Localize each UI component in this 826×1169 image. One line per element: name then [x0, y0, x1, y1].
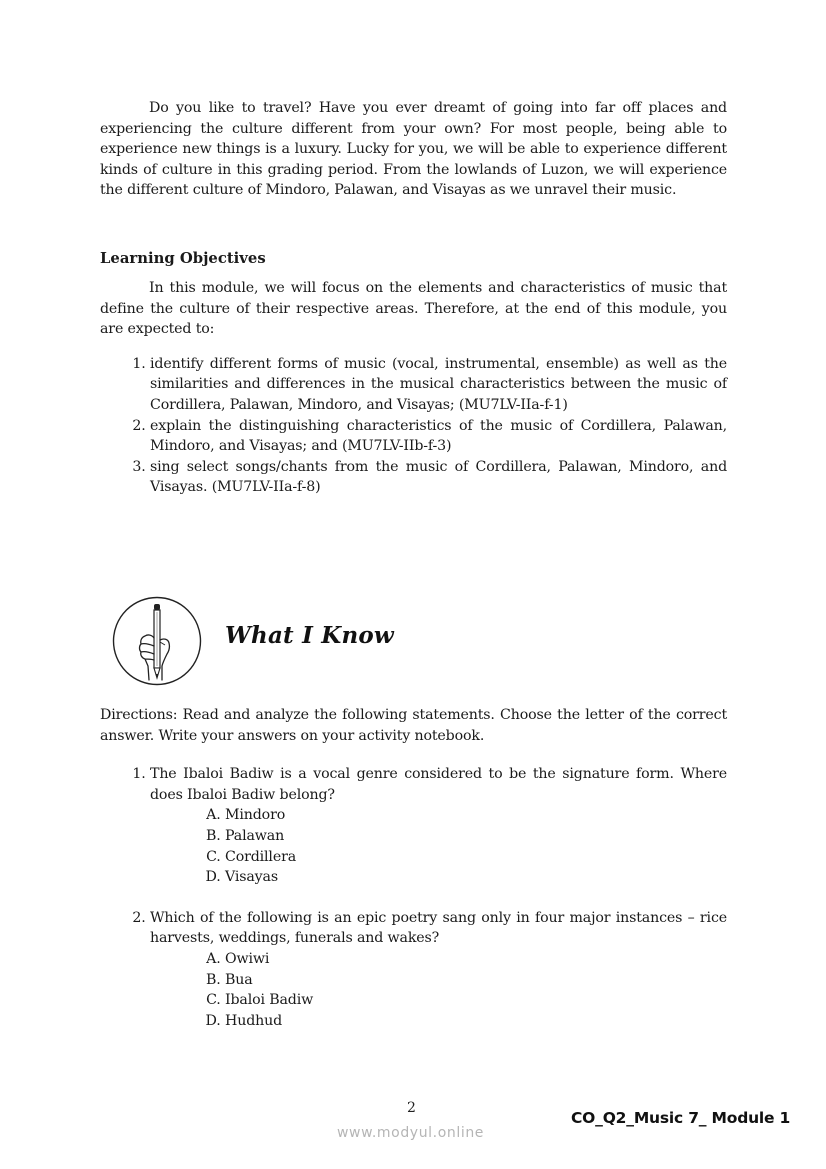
- choice-b: B. Bua: [225, 970, 727, 991]
- objectives-list: [100, 354, 727, 498]
- choice-c: C. Ibaloi Badiw: [225, 990, 727, 1011]
- choice-c: C. Cordillera: [225, 847, 727, 868]
- question-item: [150, 908, 727, 1032]
- section-title: What I Know: [225, 622, 394, 649]
- question-text: 2. Which of the following is an epic poetry sang only in four major instances – rice harvests, weddings, funerals and wakes?: [150, 909, 727, 947]
- quiz-section: [100, 705, 727, 1051]
- choices-list: [150, 805, 727, 887]
- intro-paragraph: Do you like to travel? Have you ever dreamt of going into far off places and experiencing the culture different from your own? For most people, being able to experience new things is a luxury. Lucky for you, we will be able to experience different kinds of culture in this grading period. From the lowlands of Luzon, we will experience the different culture of Mindoro, Palawan, and Visayas as we unravel their music.: [100, 100, 727, 199]
- module-code: CO_Q2_Music 7_ Module 1: [571, 1109, 791, 1127]
- objective-item: 1. identify different forms of music (vocal, instrumental, ensemble) as well as the similarities and differences in the musical characteristics between the music of Cordillera, Palawan, Mindoro, and Visayas; (MU7LV-IIa-f-1): [150, 354, 727, 416]
- objective-item: 2. explain the distinguishing characteristics of the music of Cordillera, Palawan, Mindoro, and Visayas; and (MU7LV-IIb-f-3): [150, 416, 727, 457]
- hand-holding-pencil-icon: [112, 596, 202, 686]
- choices-list: [150, 949, 727, 1031]
- watermark-text: www.modyul.online: [337, 1125, 485, 1141]
- learning-objectives-heading: Learning Objectives: [100, 249, 266, 267]
- choice-b: B. Palawan: [225, 826, 727, 847]
- choice-d: D. Hudhud: [225, 1011, 727, 1032]
- page-number: 2: [407, 1100, 416, 1116]
- directions-text: Directions: Read and analyze the following statements. Choose the letter of the correct answer. Write your answers on your activity notebook.: [100, 707, 727, 744]
- choice-a: A. Mindoro: [225, 805, 727, 826]
- question-item: [150, 764, 727, 888]
- page-body: [100, 98, 727, 498]
- choice-d: D. Visayas: [225, 867, 727, 888]
- what-i-know-header: [112, 596, 512, 688]
- objectives-intro-paragraph: In this module, we will focus on the elements and characteristics of music that define the culture of their respective areas. Therefore, at the end of this module, you are expected to:: [100, 279, 727, 338]
- questions-list: [100, 764, 727, 1031]
- choice-a: A. Owiwi: [225, 949, 727, 970]
- question-text: 1. The Ibaloi Badiw is a vocal genre considered to be the signature form. Where does Ibaloi Badiw belong?: [150, 766, 727, 803]
- objective-item: 3. sing select songs/chants from the music of Cordillera, Palawan, Mindoro, and Visayas. (MU7LV-IIa-f-8): [150, 457, 727, 498]
